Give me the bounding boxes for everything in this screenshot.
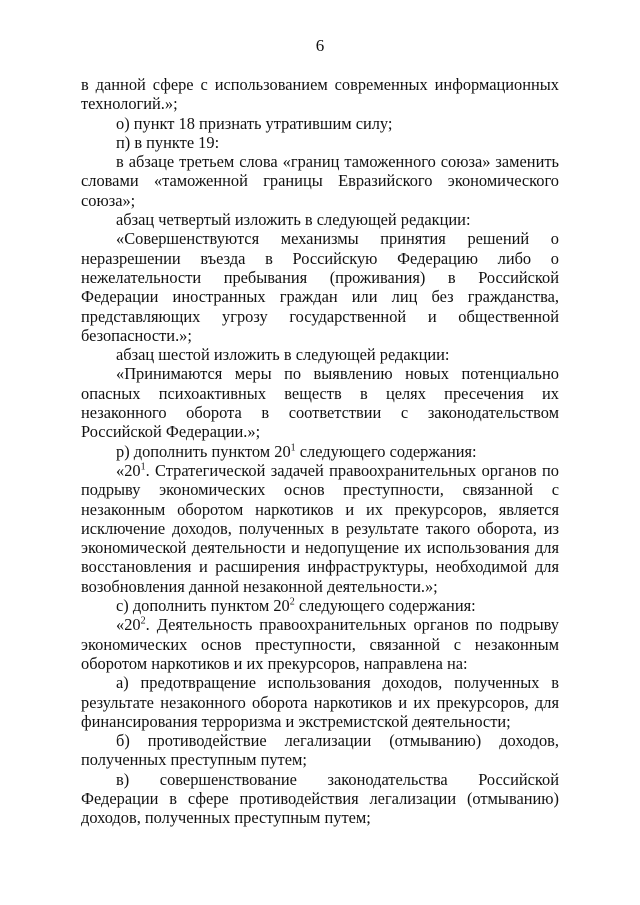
point-20-2-pre: «20 — [116, 615, 141, 635]
point-20-2-sup: 2 — [140, 615, 146, 627]
item-s-sup: 2 — [289, 596, 295, 608]
point-20-2-post: . Деятельность правоохранительных органов по подрыву экономических основ преступности, связанной с незаконным оборотом наркотиков и их прекурсоров, направлена на: — [81, 615, 559, 673]
item-r — [81, 442, 559, 461]
item-o: о) пункт 18 признать утратившим силу; — [116, 113, 393, 133]
item-s-post: следующего содержания: — [294, 596, 476, 616]
item-r-pre: р) дополнить пунктом 20 — [116, 441, 291, 461]
point-20-1-sup: 1 — [140, 461, 146, 473]
subitem-v: в) совершенствование законодательства Российской Федерации в сфере противодействия легализации (отмыванию) доходов, полученных преступным путем; — [81, 769, 559, 828]
item-s — [81, 596, 559, 615]
item-r-post: следующего содержания: — [295, 441, 477, 461]
point-20-1-pre: «20 — [116, 460, 141, 480]
point-20-1 — [81, 461, 559, 596]
item-r-sup: 1 — [290, 442, 296, 454]
paragraph-fourth-heading: абзац четвертый изложить в следующей редакции: — [116, 210, 471, 230]
paragraph-sixth-quote: «Принимаются меры по выявлению новых потенциально опасных психоактивных веществ в целях пресечения их незаконного оборота в соответствии с законодательством Российской Федерации.»; — [81, 364, 559, 442]
document-body — [81, 75, 559, 828]
item-s-pre: с) дополнить пунктом 20 — [116, 596, 290, 616]
point-20-1-post: . Стратегической задачей правоохранительных органов по подрыву экономических основ преступности, связанной с незаконным оборотом наркотиков и их прекурсоров, является исключение доходов, полученных в результате такого оборота, из экономической деятельности и недопущение их использования для восстановления и расширения инфраструктуры, необходимой для возобновления данной незаконной деятельности.»; — [81, 460, 559, 596]
paragraph-sixth-heading: абзац шестой изложить в следующей редакции: — [116, 345, 450, 365]
item-p: п) в пункте 19: — [116, 132, 220, 152]
subitem-a: а) предотвращение использования доходов, полученных в результате незаконного оборота наркотиков и их прекурсоров, для финансирования терроризма и экстремистской деятельности; — [81, 673, 559, 731]
paragraph-continuation: в данной сфере с использованием современных информационных технологий.»; — [81, 75, 559, 114]
point-20-2 — [81, 615, 559, 673]
paragraph-fourth-quote: «Совершенствуются механизмы принятия решений о неразрешении въезда в Российскую Федерацию либо о нежелательности пребывания (проживания) в Российской Федерации иностранных граждан или лиц без гражданства, представляющих угрозу государственной и общественной безопасности.»; — [81, 229, 559, 345]
paragraph-amendment-third: в абзаце третьем слова «границ таможенного союза» заменить словами «таможенной границы Евразийского экономического союза»; — [81, 152, 559, 210]
page-number: 6 — [315, 36, 325, 55]
subitem-b: б) противодействие легализации (отмыванию) доходов, полученных преступным путем; — [81, 731, 559, 770]
